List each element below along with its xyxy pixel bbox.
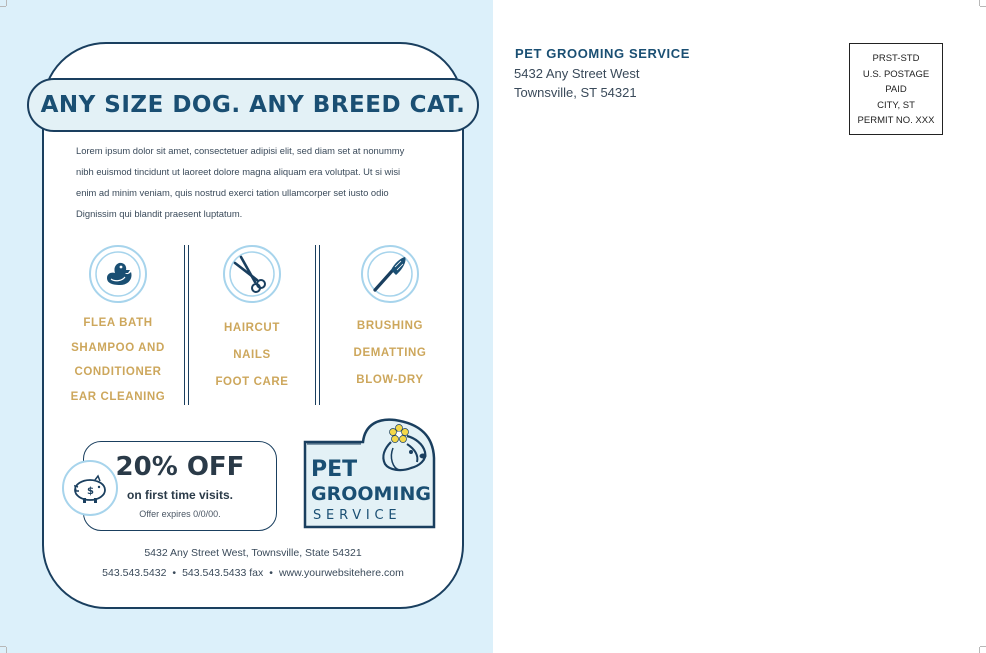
postage-line: PAID [885,84,907,95]
coupon-expiry: Offer expires 0/0/00. [139,509,221,519]
logo-line-1: PET [311,457,358,482]
logo-line-3: SERVICE [313,508,402,523]
column-divider [184,245,189,405]
return-address-line-2: Townsville, ST 54321 [514,85,637,100]
service-column-haircut [192,245,312,396]
service-item: BLOW-DRY [356,374,424,386]
headline: ANY SIZE DOG. ANY BREED CAT. [40,92,466,118]
return-address-line-1: 5432 Any Street West [514,66,640,81]
pet-grooming-logo [303,418,436,529]
service-list [330,313,450,394]
svg-text:$: $ [87,486,94,497]
service-list [58,311,178,409]
footer-website: www.yourwebsitehere.com [278,567,404,579]
postage-indicia [849,43,943,135]
footer-fax: 543.543.5433 fax [182,567,264,579]
body-line: nibh euismod tincidunt ut laoreet dolore magna aliquam era volutpat. Ut si wisi [76,166,401,177]
scissors-icon [223,245,281,303]
service-item: BRUSHING [356,320,424,332]
postage-line: U.S. POSTAGE [862,68,930,80]
service-column-bath [58,245,178,409]
footer-phone: 543.543.5432 [102,567,167,579]
service-item: HAIRCUT [224,322,280,334]
body-copy [76,140,416,224]
service-item: FLEA BATH [83,317,153,329]
postage-line: PRST-STD [872,53,920,64]
service-item: FOOT CARE [215,376,289,388]
column-divider [315,245,320,405]
crop-mark [980,646,986,647]
logo-line-2: GROOMING [311,483,432,505]
postage-line: CITY, ST [877,99,915,111]
footer-separator: • [172,567,177,579]
service-column-brushing [330,245,450,394]
crop-mark [979,647,980,653]
footer-contact [42,567,464,579]
headline-banner [27,78,479,132]
crop-mark [6,647,7,653]
service-item: CONDITIONER [74,366,162,378]
body-line: enim ad minim veniam, quis nostrud exerci tation ullamcorper set iusto odio [76,187,389,198]
crop-mark [979,0,980,6]
postage-line: PERMIT NO. XXX [857,115,935,126]
return-address-name: PET GROOMING SERVICE [515,46,691,61]
crop-mark [980,6,986,7]
service-list [192,315,312,396]
footer-separator: • [269,567,273,579]
service-item: EAR CLEANING [70,390,166,403]
crop-mark [0,6,6,7]
piggy-bank-icon [62,460,118,516]
service-item: NAILS [233,349,271,361]
service-item: SHAMPOO AND [71,341,165,354]
coupon-subtitle: on first time visits. [126,488,234,502]
service-item: DEMATTING [353,347,427,359]
footer-address: 5432 Any Street West, Townsville, State 54321 [144,547,362,559]
coupon-title: 20% OFF [115,452,245,482]
rubber-duck-icon [89,245,147,303]
crop-mark [6,0,7,6]
brush-icon [361,245,419,303]
body-line: Lorem ipsum dolor sit amet, consectetuer adipisi elit, sed diam set at nonummy [76,145,405,156]
body-line: Dignissim qui blandit praesent luptatum. [76,208,243,219]
